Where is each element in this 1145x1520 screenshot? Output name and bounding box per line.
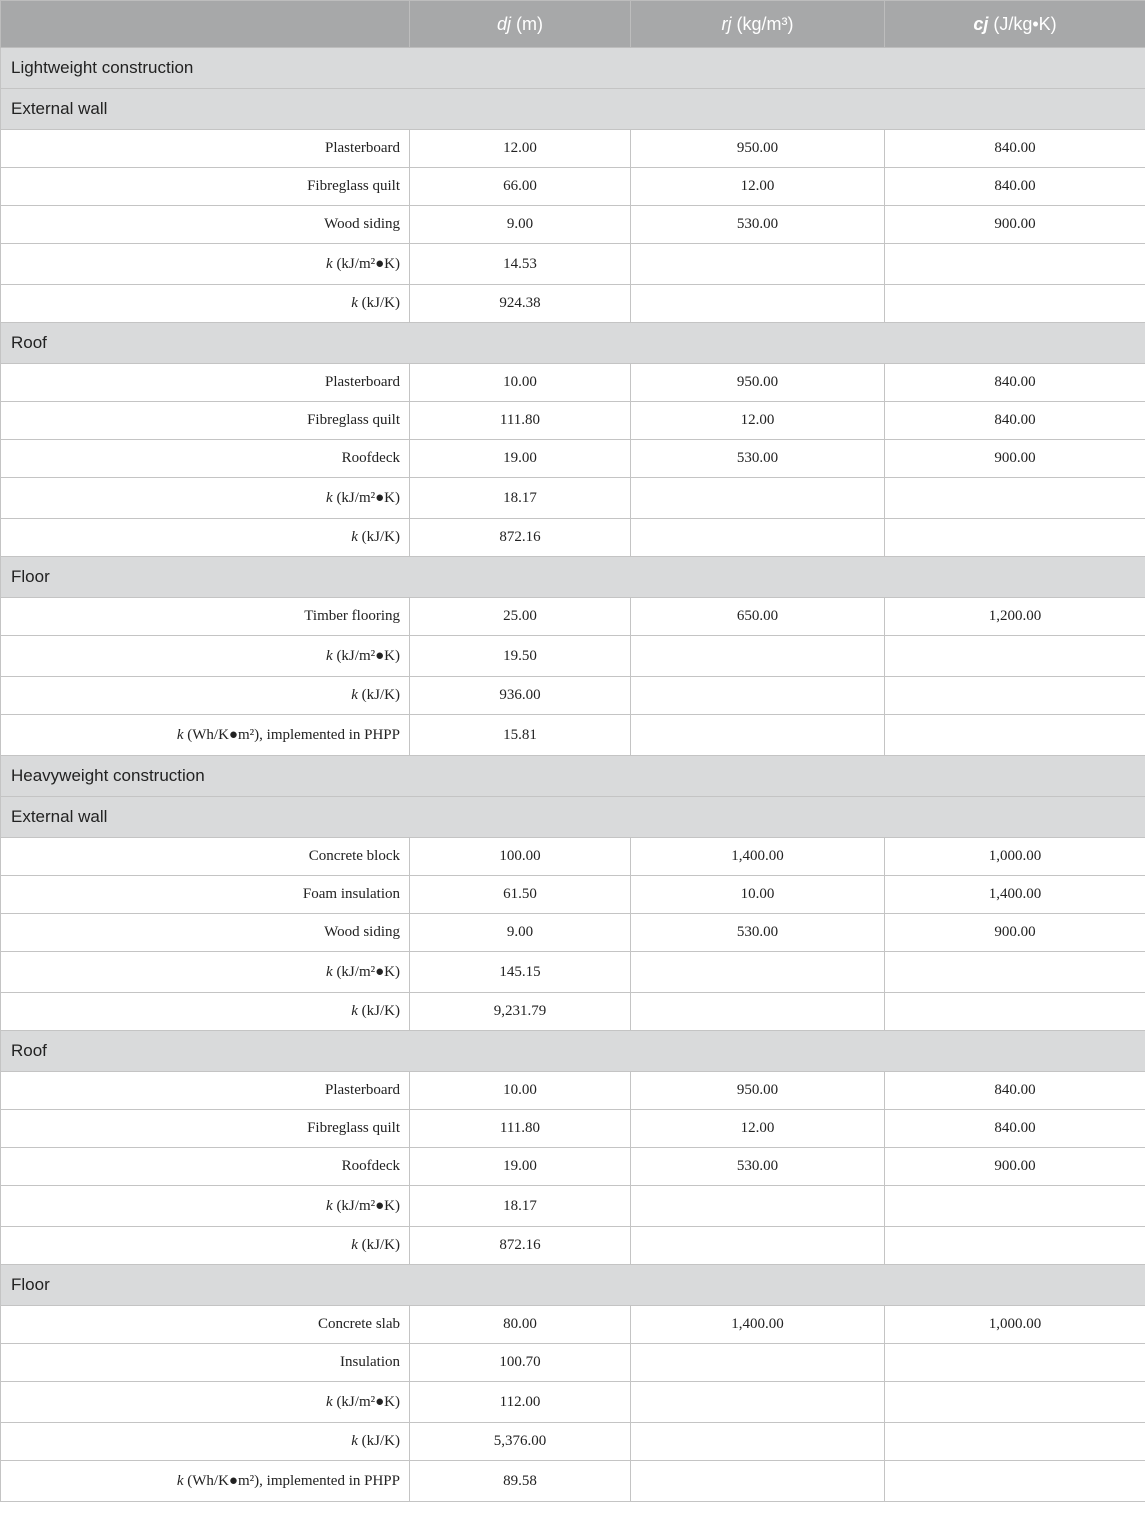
thickness-cell: 111.80 — [410, 402, 631, 440]
table-row — [1, 1306, 1145, 1344]
k-phpp-value: 15.81 — [410, 715, 631, 756]
material-label: Plasterboard — [1, 364, 410, 402]
subsection-title: Roof — [1, 1031, 1145, 1072]
section-row — [1, 48, 1145, 89]
k-area-value: 18.17 — [410, 1186, 631, 1227]
k-total-row — [1, 1423, 1145, 1461]
k-total-value: 5,376.00 — [410, 1423, 631, 1461]
specific-heat-cell: 900.00 — [885, 1148, 1145, 1186]
material-label: Insulation — [1, 1344, 410, 1382]
density-cell: 12.00 — [631, 1110, 885, 1148]
material-label: Fibreglass quilt — [1, 1110, 410, 1148]
thickness-cell: 66.00 — [410, 168, 631, 206]
material-label: Plasterboard — [1, 1072, 410, 1110]
k-total-value: 936.00 — [410, 677, 631, 715]
k-total-value: 872.16 — [410, 519, 631, 557]
k-area-row — [1, 478, 1145, 519]
subsection-row — [1, 89, 1145, 130]
k-phpp-row — [1, 715, 1145, 756]
k-total-label: k (kJ/K) — [1, 993, 410, 1031]
material-label: Fibreglass quilt — [1, 168, 410, 206]
density-cell: 12.00 — [631, 168, 885, 206]
k-phpp-value: 89.58 — [410, 1461, 631, 1502]
subsection-title: Floor — [1, 1265, 1145, 1306]
density-cell: 530.00 — [631, 440, 885, 478]
table-row — [1, 838, 1145, 876]
material-label: Plasterboard — [1, 130, 410, 168]
header-density: rj (kg/m³) — [631, 1, 885, 48]
k-area-label: k (kJ/m²●K) — [1, 1382, 410, 1423]
specific-heat-cell: 840.00 — [885, 364, 1145, 402]
k-total-label: k (kJ/K) — [1, 519, 410, 557]
k-area-value: 18.17 — [410, 478, 631, 519]
header-row — [1, 1, 1145, 48]
table-row — [1, 1072, 1145, 1110]
table-row — [1, 598, 1145, 636]
subsection-title: Floor — [1, 557, 1145, 598]
header-specific-heat: cj (J/kg•K) — [885, 1, 1145, 48]
k-area-label: k (kJ/m²●K) — [1, 1186, 410, 1227]
specific-heat-cell: 840.00 — [885, 130, 1145, 168]
density-cell: 10.00 — [631, 876, 885, 914]
density-cell: 950.00 — [631, 130, 885, 168]
k-total-row — [1, 285, 1145, 323]
section-title: Heavyweight construction — [1, 756, 1145, 797]
thickness-cell: 80.00 — [410, 1306, 631, 1344]
subsection-title: External wall — [1, 89, 1145, 130]
k-phpp-label: k (Wh/K●m²), implemented in PHPP — [1, 715, 410, 756]
k-total-row — [1, 519, 1145, 557]
specific-heat-cell: 1,000.00 — [885, 1306, 1145, 1344]
section-title: Lightweight construction — [1, 48, 1145, 89]
k-total-row — [1, 1227, 1145, 1265]
specific-heat-cell: 1,200.00 — [885, 598, 1145, 636]
table-row — [1, 1344, 1145, 1382]
thickness-cell: 61.50 — [410, 876, 631, 914]
table-row — [1, 914, 1145, 952]
thickness-cell: 111.80 — [410, 1110, 631, 1148]
subsection-title: External wall — [1, 797, 1145, 838]
k-area-value: 14.53 — [410, 244, 631, 285]
header-thickness: dj (m) — [410, 1, 631, 48]
density-cell: 950.00 — [631, 1072, 885, 1110]
table-row — [1, 1148, 1145, 1186]
subsection-title: Roof — [1, 323, 1145, 364]
table-row — [1, 364, 1145, 402]
thickness-cell: 25.00 — [410, 598, 631, 636]
k-total-label: k (kJ/K) — [1, 285, 410, 323]
density-cell: 1,400.00 — [631, 838, 885, 876]
k-area-value: 19.50 — [410, 636, 631, 677]
subsection-row — [1, 1031, 1145, 1072]
k-area-label: k (kJ/m²●K) — [1, 244, 410, 285]
material-label: Roofdeck — [1, 1148, 410, 1186]
k-total-value: 9,231.79 — [410, 993, 631, 1031]
subsection-row — [1, 323, 1145, 364]
material-label: Fibreglass quilt — [1, 402, 410, 440]
material-label: Timber flooring — [1, 598, 410, 636]
material-label: Concrete block — [1, 838, 410, 876]
material-label: Foam insulation — [1, 876, 410, 914]
density-cell: 950.00 — [631, 364, 885, 402]
specific-heat-cell: 840.00 — [885, 168, 1145, 206]
header-empty — [1, 1, 410, 48]
thickness-cell: 100.00 — [410, 838, 631, 876]
k-area-row — [1, 244, 1145, 285]
table-row — [1, 206, 1145, 244]
density-cell: 530.00 — [631, 914, 885, 952]
specific-heat-cell: 840.00 — [885, 1110, 1145, 1148]
k-phpp-label: k (Wh/K●m²), implemented in PHPP — [1, 1461, 410, 1502]
thickness-cell: 9.00 — [410, 914, 631, 952]
density-cell: 12.00 — [631, 402, 885, 440]
density-cell: 650.00 — [631, 598, 885, 636]
density-cell: 530.00 — [631, 1148, 885, 1186]
table-row — [1, 402, 1145, 440]
subsection-row — [1, 797, 1145, 838]
specific-heat-cell: 900.00 — [885, 206, 1145, 244]
density-cell: 530.00 — [631, 206, 885, 244]
table-row — [1, 876, 1145, 914]
section-row — [1, 756, 1145, 797]
thickness-cell: 10.00 — [410, 364, 631, 402]
specific-heat-cell: 840.00 — [885, 402, 1145, 440]
material-label: Wood siding — [1, 914, 410, 952]
specific-heat-cell — [885, 1344, 1145, 1382]
thickness-cell: 10.00 — [410, 1072, 631, 1110]
table-row — [1, 130, 1145, 168]
material-label: Concrete slab — [1, 1306, 410, 1344]
subsection-row — [1, 1265, 1145, 1306]
specific-heat-cell: 840.00 — [885, 1072, 1145, 1110]
k-area-label: k (kJ/m²●K) — [1, 478, 410, 519]
specific-heat-cell: 900.00 — [885, 914, 1145, 952]
specific-heat-cell: 1,400.00 — [885, 876, 1145, 914]
k-total-label: k (kJ/K) — [1, 677, 410, 715]
table-row — [1, 168, 1145, 206]
k-area-row — [1, 636, 1145, 677]
thickness-cell: 100.70 — [410, 1344, 631, 1382]
k-total-row — [1, 677, 1145, 715]
k-phpp-row — [1, 1461, 1145, 1502]
thickness-cell: 19.00 — [410, 440, 631, 478]
specific-heat-cell: 1,000.00 — [885, 838, 1145, 876]
subsection-row — [1, 557, 1145, 598]
k-area-row — [1, 952, 1145, 993]
k-total-label: k (kJ/K) — [1, 1423, 410, 1461]
material-label: Roofdeck — [1, 440, 410, 478]
table-row — [1, 440, 1145, 478]
specific-heat-cell: 900.00 — [885, 440, 1145, 478]
k-total-row — [1, 993, 1145, 1031]
k-area-row — [1, 1382, 1145, 1423]
thickness-cell: 9.00 — [410, 206, 631, 244]
k-total-label: k (kJ/K) — [1, 1227, 410, 1265]
density-cell — [631, 1344, 885, 1382]
density-cell: 1,400.00 — [631, 1306, 885, 1344]
k-area-label: k (kJ/m²●K) — [1, 636, 410, 677]
material-label: Wood siding — [1, 206, 410, 244]
k-area-value: 112.00 — [410, 1382, 631, 1423]
thickness-cell: 19.00 — [410, 1148, 631, 1186]
thickness-cell: 12.00 — [410, 130, 631, 168]
k-area-row — [1, 1186, 1145, 1227]
k-total-value: 872.16 — [410, 1227, 631, 1265]
k-area-label: k (kJ/m²●K) — [1, 952, 410, 993]
k-area-value: 145.15 — [410, 952, 631, 993]
k-total-value: 924.38 — [410, 285, 631, 323]
table-row — [1, 1110, 1145, 1148]
